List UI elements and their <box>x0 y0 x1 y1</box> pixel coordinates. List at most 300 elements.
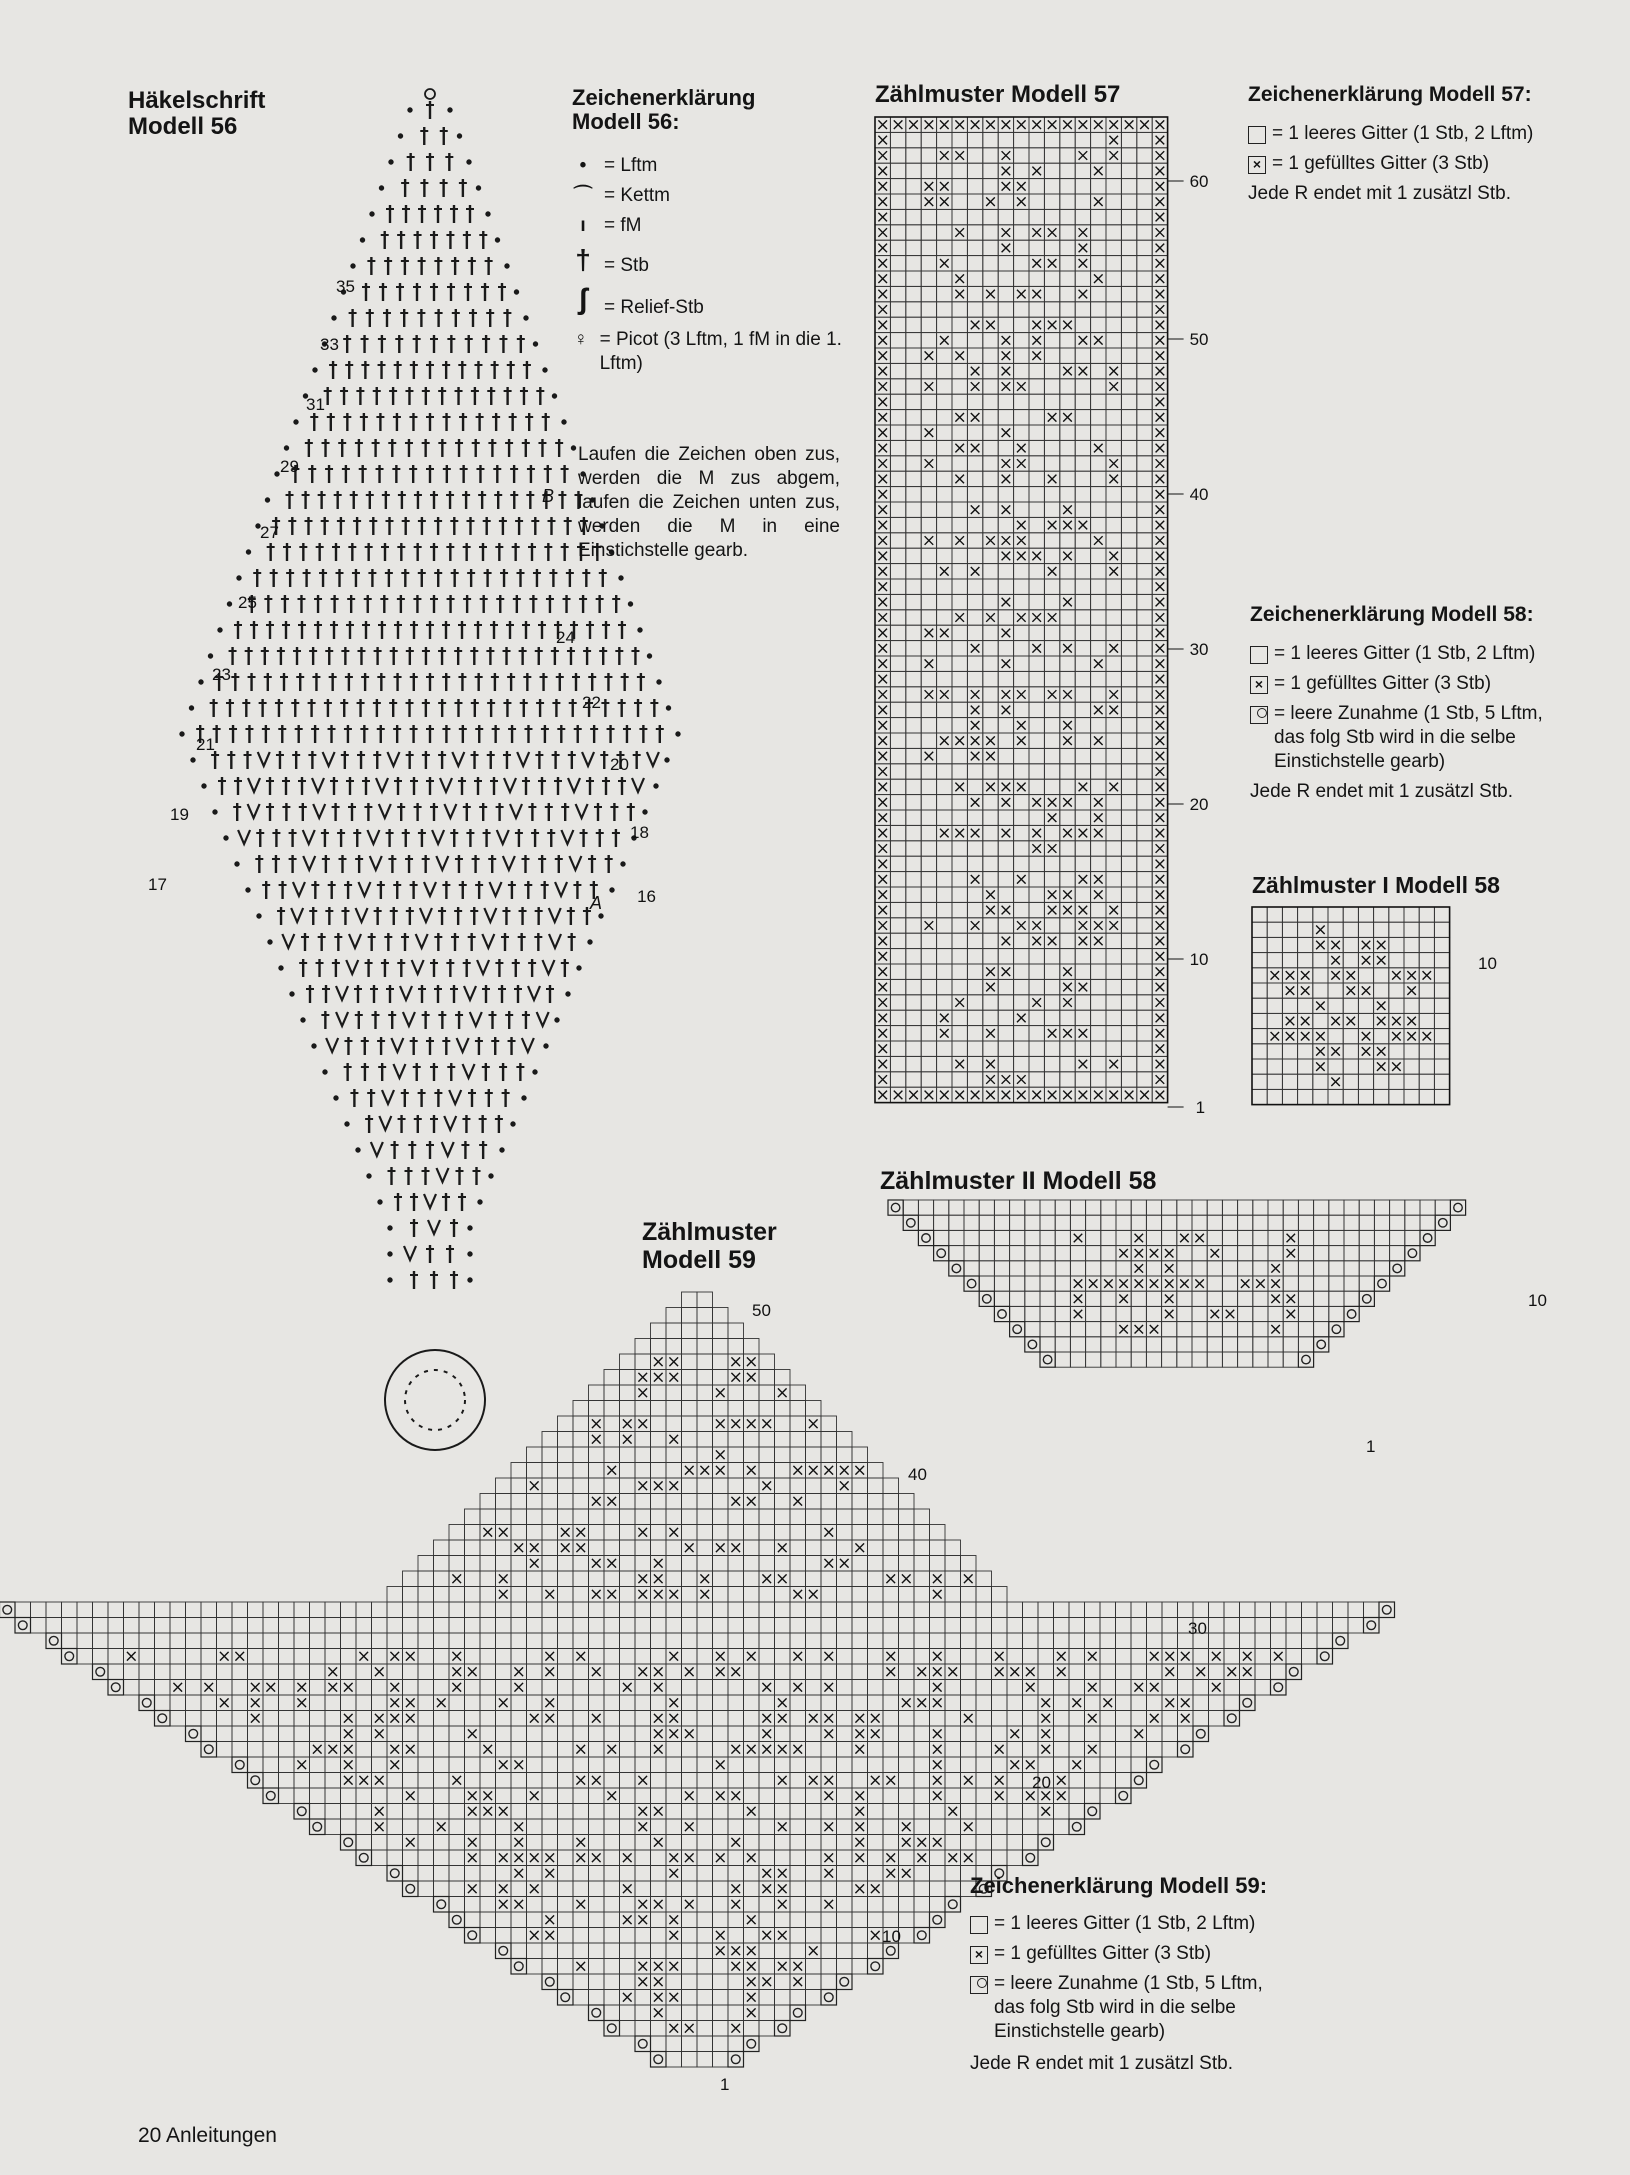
filled-mark <box>917 1698 926 1707</box>
m57-cell <box>906 317 921 332</box>
filled-mark <box>1002 1075 1011 1084</box>
filled-mark <box>561 1543 570 1552</box>
m59-cell <box>403 1571 419 1587</box>
filled-mark <box>855 1714 864 1723</box>
m59-cell <box>821 1447 837 1463</box>
m57-cell <box>906 240 921 255</box>
m59-cell <box>232 1680 248 1696</box>
filled-mark <box>1156 1044 1165 1053</box>
m57-cell <box>952 548 967 563</box>
increase-cell <box>1379 1602 1395 1618</box>
m59-cell <box>589 1571 605 1587</box>
m59-cell <box>465 1633 481 1649</box>
increase-ring <box>49 1636 58 1645</box>
filled-mark <box>925 536 934 545</box>
m59-cell <box>403 1618 419 1634</box>
m57-cell <box>1029 240 1044 255</box>
m57-cell <box>1121 163 1136 178</box>
chain-dot <box>657 680 661 684</box>
m58-chart1-cell <box>1419 1044 1434 1059</box>
m58-chart2-cell <box>1162 1215 1177 1230</box>
increase-cell <box>1298 1352 1313 1367</box>
m58-chart1-cell <box>1419 1059 1434 1074</box>
m59-cell <box>155 1695 171 1711</box>
m57-cell <box>967 949 982 964</box>
m59-cell <box>480 1509 496 1525</box>
filled-mark <box>1026 1683 1035 1692</box>
m57-cell <box>921 1072 936 1087</box>
m57-cell <box>906 348 921 363</box>
filled-mark <box>1226 1310 1235 1319</box>
m59-cell <box>899 1602 915 1618</box>
m59-cell <box>759 1649 775 1665</box>
m57-cell <box>1121 363 1136 378</box>
m59-cell <box>418 1571 434 1587</box>
m59-cell <box>496 1680 512 1696</box>
m59-cell <box>651 1447 667 1463</box>
filled-mark <box>878 598 887 607</box>
m59-cell <box>775 1618 791 1634</box>
filled-mark <box>1156 890 1165 899</box>
m57-cell <box>1137 363 1152 378</box>
filled-mark <box>940 690 949 699</box>
increase-cell <box>15 1618 31 1634</box>
m57-cell <box>1121 240 1136 255</box>
m57-cell <box>967 256 982 271</box>
m57-cell <box>1075 1041 1090 1056</box>
chain-dot <box>621 862 625 866</box>
m58-chart2-row-label-1: 1 <box>1366 1437 1376 1456</box>
filled-mark <box>1156 721 1165 730</box>
filled-mark <box>902 1574 911 1583</box>
m57-cell <box>937 394 952 409</box>
m57-cell <box>983 348 998 363</box>
m57-cell <box>1121 425 1136 440</box>
filled-mark <box>1032 167 1041 176</box>
filled-mark <box>1048 1091 1057 1100</box>
filled-mark <box>986 536 995 545</box>
filled-mark <box>809 1419 818 1428</box>
filled-mark <box>1347 1017 1356 1026</box>
m58-chart2-cell <box>1298 1230 1313 1245</box>
filled-mark <box>878 967 887 976</box>
chain-dot <box>246 550 250 554</box>
m57-cell <box>890 363 905 378</box>
decrease-symbol <box>303 856 315 870</box>
m59-cell <box>1116 1680 1132 1696</box>
filled-mark <box>1156 182 1165 191</box>
m57-cell <box>983 949 998 964</box>
m59-cell <box>1271 1618 1287 1634</box>
filled-mark <box>1017 536 1026 545</box>
m59-cell <box>775 1664 791 1680</box>
m59-cell <box>635 1432 651 1448</box>
filled-mark <box>530 1543 539 1552</box>
m57-cell <box>1075 949 1090 964</box>
filled-mark <box>638 1667 647 1676</box>
m58-chart2-cell <box>1010 1230 1025 1245</box>
m57-cell <box>1060 333 1075 348</box>
m57-cell <box>921 671 936 686</box>
m59-cell <box>961 1695 977 1711</box>
filled-mark <box>297 1683 306 1692</box>
filled-mark <box>1017 521 1026 530</box>
filled-mark <box>933 1667 942 1676</box>
m57-cell <box>906 949 921 964</box>
m57-cell <box>1121 502 1136 517</box>
m58-chart1-cell <box>1313 983 1328 998</box>
m59-cell <box>310 1633 326 1649</box>
chain-dot <box>213 810 217 814</box>
m57-cell <box>937 872 952 887</box>
m57-cell <box>890 933 905 948</box>
m59-cell <box>418 1695 434 1711</box>
filled-mark <box>654 1590 663 1599</box>
picot-symbol <box>425 89 435 99</box>
m59-cell <box>527 1633 543 1649</box>
m59-cell <box>899 1509 915 1525</box>
filled-mark <box>251 1714 260 1723</box>
m58-chart2-cell <box>1162 1230 1177 1245</box>
m59-cell <box>511 1711 527 1727</box>
m58-chart2-cell <box>1298 1200 1313 1215</box>
m59-cell <box>868 1664 884 1680</box>
decrease-symbol <box>367 830 379 844</box>
decrease-symbol <box>470 1012 482 1026</box>
filled-mark <box>406 1652 415 1661</box>
m59-cell <box>201 1695 217 1711</box>
m57-cell <box>921 949 936 964</box>
m59-cell <box>790 1416 806 1432</box>
m57-cell <box>921 979 936 994</box>
m58-chart1-cell <box>1298 1089 1313 1104</box>
m57-cell <box>890 579 905 594</box>
m57-cell <box>937 995 952 1010</box>
m59-cell <box>635 1618 651 1634</box>
m59-cell <box>403 1680 419 1696</box>
m58-chart1-cell <box>1343 1074 1358 1089</box>
m57-cell <box>1137 317 1152 332</box>
filled-mark <box>909 1091 918 1100</box>
filled-mark <box>1048 228 1057 237</box>
m59-cell <box>899 1556 915 1572</box>
m57-cell <box>1121 718 1136 733</box>
filled-mark <box>1094 875 1103 884</box>
filled-mark <box>669 1528 678 1537</box>
m59-cell <box>1209 1602 1225 1618</box>
m58-chart2-cell <box>1238 1322 1253 1337</box>
m59-cell <box>666 1494 682 1510</box>
m57-cell <box>983 363 998 378</box>
m57-cell <box>890 1056 905 1071</box>
filled-mark <box>1156 459 1165 468</box>
m59-cell <box>666 1540 682 1556</box>
filled-mark <box>1156 860 1165 869</box>
m59-cell <box>697 1323 713 1339</box>
m57-cell <box>952 394 967 409</box>
filled-mark <box>824 1729 833 1738</box>
m59-cell <box>1038 1664 1054 1680</box>
filled-mark <box>1002 598 1011 607</box>
filled-mark <box>1362 1032 1371 1041</box>
filled-mark <box>878 413 887 422</box>
m58-chart2-cell <box>994 1215 1009 1230</box>
m57-cell <box>1029 1072 1044 1087</box>
filled-mark <box>1156 1014 1165 1023</box>
m57-cell <box>967 394 982 409</box>
m56-legend-item <box>568 214 848 238</box>
m57-cell <box>1044 702 1059 717</box>
m59-cell <box>883 1525 899 1541</box>
m57-cell <box>1044 918 1059 933</box>
m57-cell <box>1121 594 1136 609</box>
m57-cell <box>1106 964 1121 979</box>
m58-chart2-cell <box>964 1246 979 1261</box>
filled-mark <box>1156 967 1165 976</box>
filled-mark <box>878 567 887 576</box>
m57-cell <box>1014 302 1029 317</box>
m59-cell <box>1131 1618 1147 1634</box>
m59-cell <box>837 1664 853 1680</box>
m57-cell <box>1014 348 1029 363</box>
m57-cell <box>1044 748 1059 763</box>
m57-cell <box>1121 887 1136 902</box>
m57-cell <box>890 271 905 286</box>
filled-mark <box>1063 798 1072 807</box>
m58-chart2-cell <box>1146 1261 1161 1276</box>
m57-cell <box>890 979 905 994</box>
m59-cell <box>976 1680 992 1696</box>
m59-cell <box>604 1726 620 1742</box>
m59-cell <box>976 1618 992 1634</box>
m57-cell <box>1014 225 1029 240</box>
m59-cell <box>899 1587 915 1603</box>
m57-cell <box>1091 564 1106 579</box>
filled-mark <box>1316 1002 1325 1011</box>
m59-cell <box>186 1680 202 1696</box>
filled-mark <box>1362 1047 1371 1056</box>
m57-cell <box>1091 625 1106 640</box>
filled-mark <box>878 721 887 730</box>
m57-cell <box>921 718 936 733</box>
m58-chart2-cell <box>1253 1291 1268 1306</box>
filled-mark <box>1079 1060 1088 1069</box>
m59-cell <box>356 1680 372 1696</box>
filled-mark <box>437 1698 446 1707</box>
stitch-symbol-icon: † <box>575 244 591 275</box>
m59-cell <box>1209 1618 1225 1634</box>
m57-cell <box>890 425 905 440</box>
m57-cell <box>937 902 952 917</box>
m59-cell <box>279 1695 295 1711</box>
chain-dot <box>227 602 231 606</box>
filled-mark <box>638 1388 647 1397</box>
m57-cell <box>890 302 905 317</box>
m58-chart2-cell <box>1040 1246 1055 1261</box>
filled-mark <box>700 1466 709 1475</box>
m58-chart2-cell <box>1177 1200 1192 1215</box>
m57-cell <box>906 856 921 871</box>
filled-mark <box>940 336 949 345</box>
m58-chart1-cell <box>1389 1089 1404 1104</box>
filled-mark <box>514 1543 523 1552</box>
chain-dot <box>486 212 490 216</box>
filled-mark <box>1156 767 1165 776</box>
m57-cell <box>937 656 952 671</box>
filled-mark <box>1032 798 1041 807</box>
m57-cell <box>1075 810 1090 825</box>
m59-cell <box>1255 1664 1271 1680</box>
m59-cell <box>356 1618 372 1634</box>
m57-cell <box>1137 487 1152 502</box>
filled-mark <box>1048 906 1057 915</box>
m59-cell <box>759 1401 775 1417</box>
m57-legend <box>1248 122 1618 206</box>
m58-chart1-cell <box>1343 937 1358 952</box>
m58-chart1-cell <box>1389 953 1404 968</box>
m59-cell <box>573 1571 589 1587</box>
m59-cell <box>604 1401 620 1417</box>
filled-mark <box>1002 475 1011 484</box>
filled-mark <box>1286 1032 1295 1041</box>
filled-mark <box>1063 721 1072 730</box>
m59-cell <box>511 1571 527 1587</box>
m59-cell <box>1348 1602 1364 1618</box>
m59-cell <box>1085 1664 1101 1680</box>
m59-cell <box>713 1339 729 1355</box>
m57-cell <box>967 148 982 163</box>
m59-cell <box>837 1602 853 1618</box>
m59-cell <box>465 1540 481 1556</box>
m59-cell <box>124 1602 140 1618</box>
m56-legend-label: = Lftm <box>604 155 658 176</box>
m59-cell <box>294 1726 310 1742</box>
m57-cell <box>1106 748 1121 763</box>
m59-cell <box>759 1385 775 1401</box>
m58-chart1-cell <box>1252 1089 1267 1104</box>
m57-cell <box>1029 363 1044 378</box>
m57-cell <box>1029 979 1044 994</box>
filled-mark <box>1196 1667 1205 1676</box>
m57-cell <box>890 533 905 548</box>
filled-mark <box>1156 398 1165 407</box>
m59-cell <box>434 1571 450 1587</box>
filled-mark <box>925 752 934 761</box>
filled-mark <box>390 1714 399 1723</box>
m57-cell <box>1075 887 1090 902</box>
m57-cell <box>1060 625 1075 640</box>
m59-cell <box>1162 1711 1178 1727</box>
m59-cell <box>527 1649 543 1665</box>
m58-chart1-cell <box>1252 1013 1267 1028</box>
m57-cell <box>1121 471 1136 486</box>
filled-mark <box>1088 1683 1097 1692</box>
m57-cell <box>1014 964 1029 979</box>
m59-cell <box>635 1401 651 1417</box>
m58-chart1-cell <box>1374 968 1389 983</box>
filled-mark <box>955 536 964 545</box>
m57-cell <box>983 256 998 271</box>
decrease-symbol <box>444 1116 456 1130</box>
m59-cell <box>837 1680 853 1696</box>
filled-mark <box>878 521 887 530</box>
m59-cell <box>449 1633 465 1649</box>
m57-cell <box>890 502 905 517</box>
filled-mark <box>514 1683 523 1692</box>
m57-cell <box>906 256 921 271</box>
filled-mark <box>971 567 980 576</box>
m59-cell <box>1054 1695 1070 1711</box>
m57-cell <box>906 209 921 224</box>
m57-cell <box>1044 964 1059 979</box>
filled-mark <box>1271 1325 1280 1334</box>
empty-square-icon <box>1248 126 1266 144</box>
m57-cell <box>1060 533 1075 548</box>
filled-mark <box>1079 783 1088 792</box>
m56-row-25: 25 <box>238 593 257 612</box>
m59-cell <box>480 1602 496 1618</box>
m59-cell <box>837 1726 853 1742</box>
filled-mark <box>824 1466 833 1475</box>
m57-cell <box>906 594 921 609</box>
chain-dot <box>478 1200 482 1204</box>
m58-chart1-cell <box>1374 1074 1389 1089</box>
m57-cell <box>1091 471 1106 486</box>
filled-mark <box>1135 1264 1144 1273</box>
m57-cell <box>1121 456 1136 471</box>
m56-marker-a: A <box>590 893 603 913</box>
m58-chart1-cell <box>1404 907 1419 922</box>
m57-cell <box>906 456 921 471</box>
m57-cell <box>1014 410 1029 425</box>
m59-cell <box>666 1385 682 1401</box>
m57-cell <box>952 671 967 686</box>
m59-cell <box>449 1618 465 1634</box>
m59-cell <box>573 1695 589 1711</box>
m59-cell <box>589 1509 605 1525</box>
filled-mark <box>878 890 887 899</box>
m59-cell <box>1224 1649 1240 1665</box>
m59-cell <box>899 1664 915 1680</box>
m59-cell <box>558 1587 574 1603</box>
m57-cell <box>952 564 967 579</box>
filled-mark <box>878 490 887 499</box>
filled-mark <box>878 998 887 1007</box>
m59-cell <box>170 1649 186 1665</box>
m58-chart1-cell <box>1267 998 1282 1013</box>
m59-cell <box>682 1308 698 1324</box>
filled-mark <box>1109 120 1118 129</box>
m57-cell <box>983 163 998 178</box>
m57-cell <box>1137 610 1152 625</box>
m57-cell <box>890 779 905 794</box>
m59-cell <box>1364 1602 1380 1618</box>
m57-cell <box>1014 902 1029 917</box>
filled-mark <box>545 1667 554 1676</box>
m58-chart2-cell <box>1238 1337 1253 1352</box>
m58-chart2-cell <box>1329 1215 1344 1230</box>
m58-chart1-cell <box>1434 937 1449 952</box>
decrease-symbol <box>549 934 561 948</box>
filled-mark <box>685 1466 694 1475</box>
m59-cell <box>852 1556 868 1572</box>
m57-cell <box>906 625 921 640</box>
filled-mark <box>576 1543 585 1552</box>
m58-chart2-cell <box>1025 1215 1040 1230</box>
m59-cell <box>1317 1602 1333 1618</box>
m58-chart2-cell <box>1329 1276 1344 1291</box>
m57-cell <box>1091 132 1106 147</box>
